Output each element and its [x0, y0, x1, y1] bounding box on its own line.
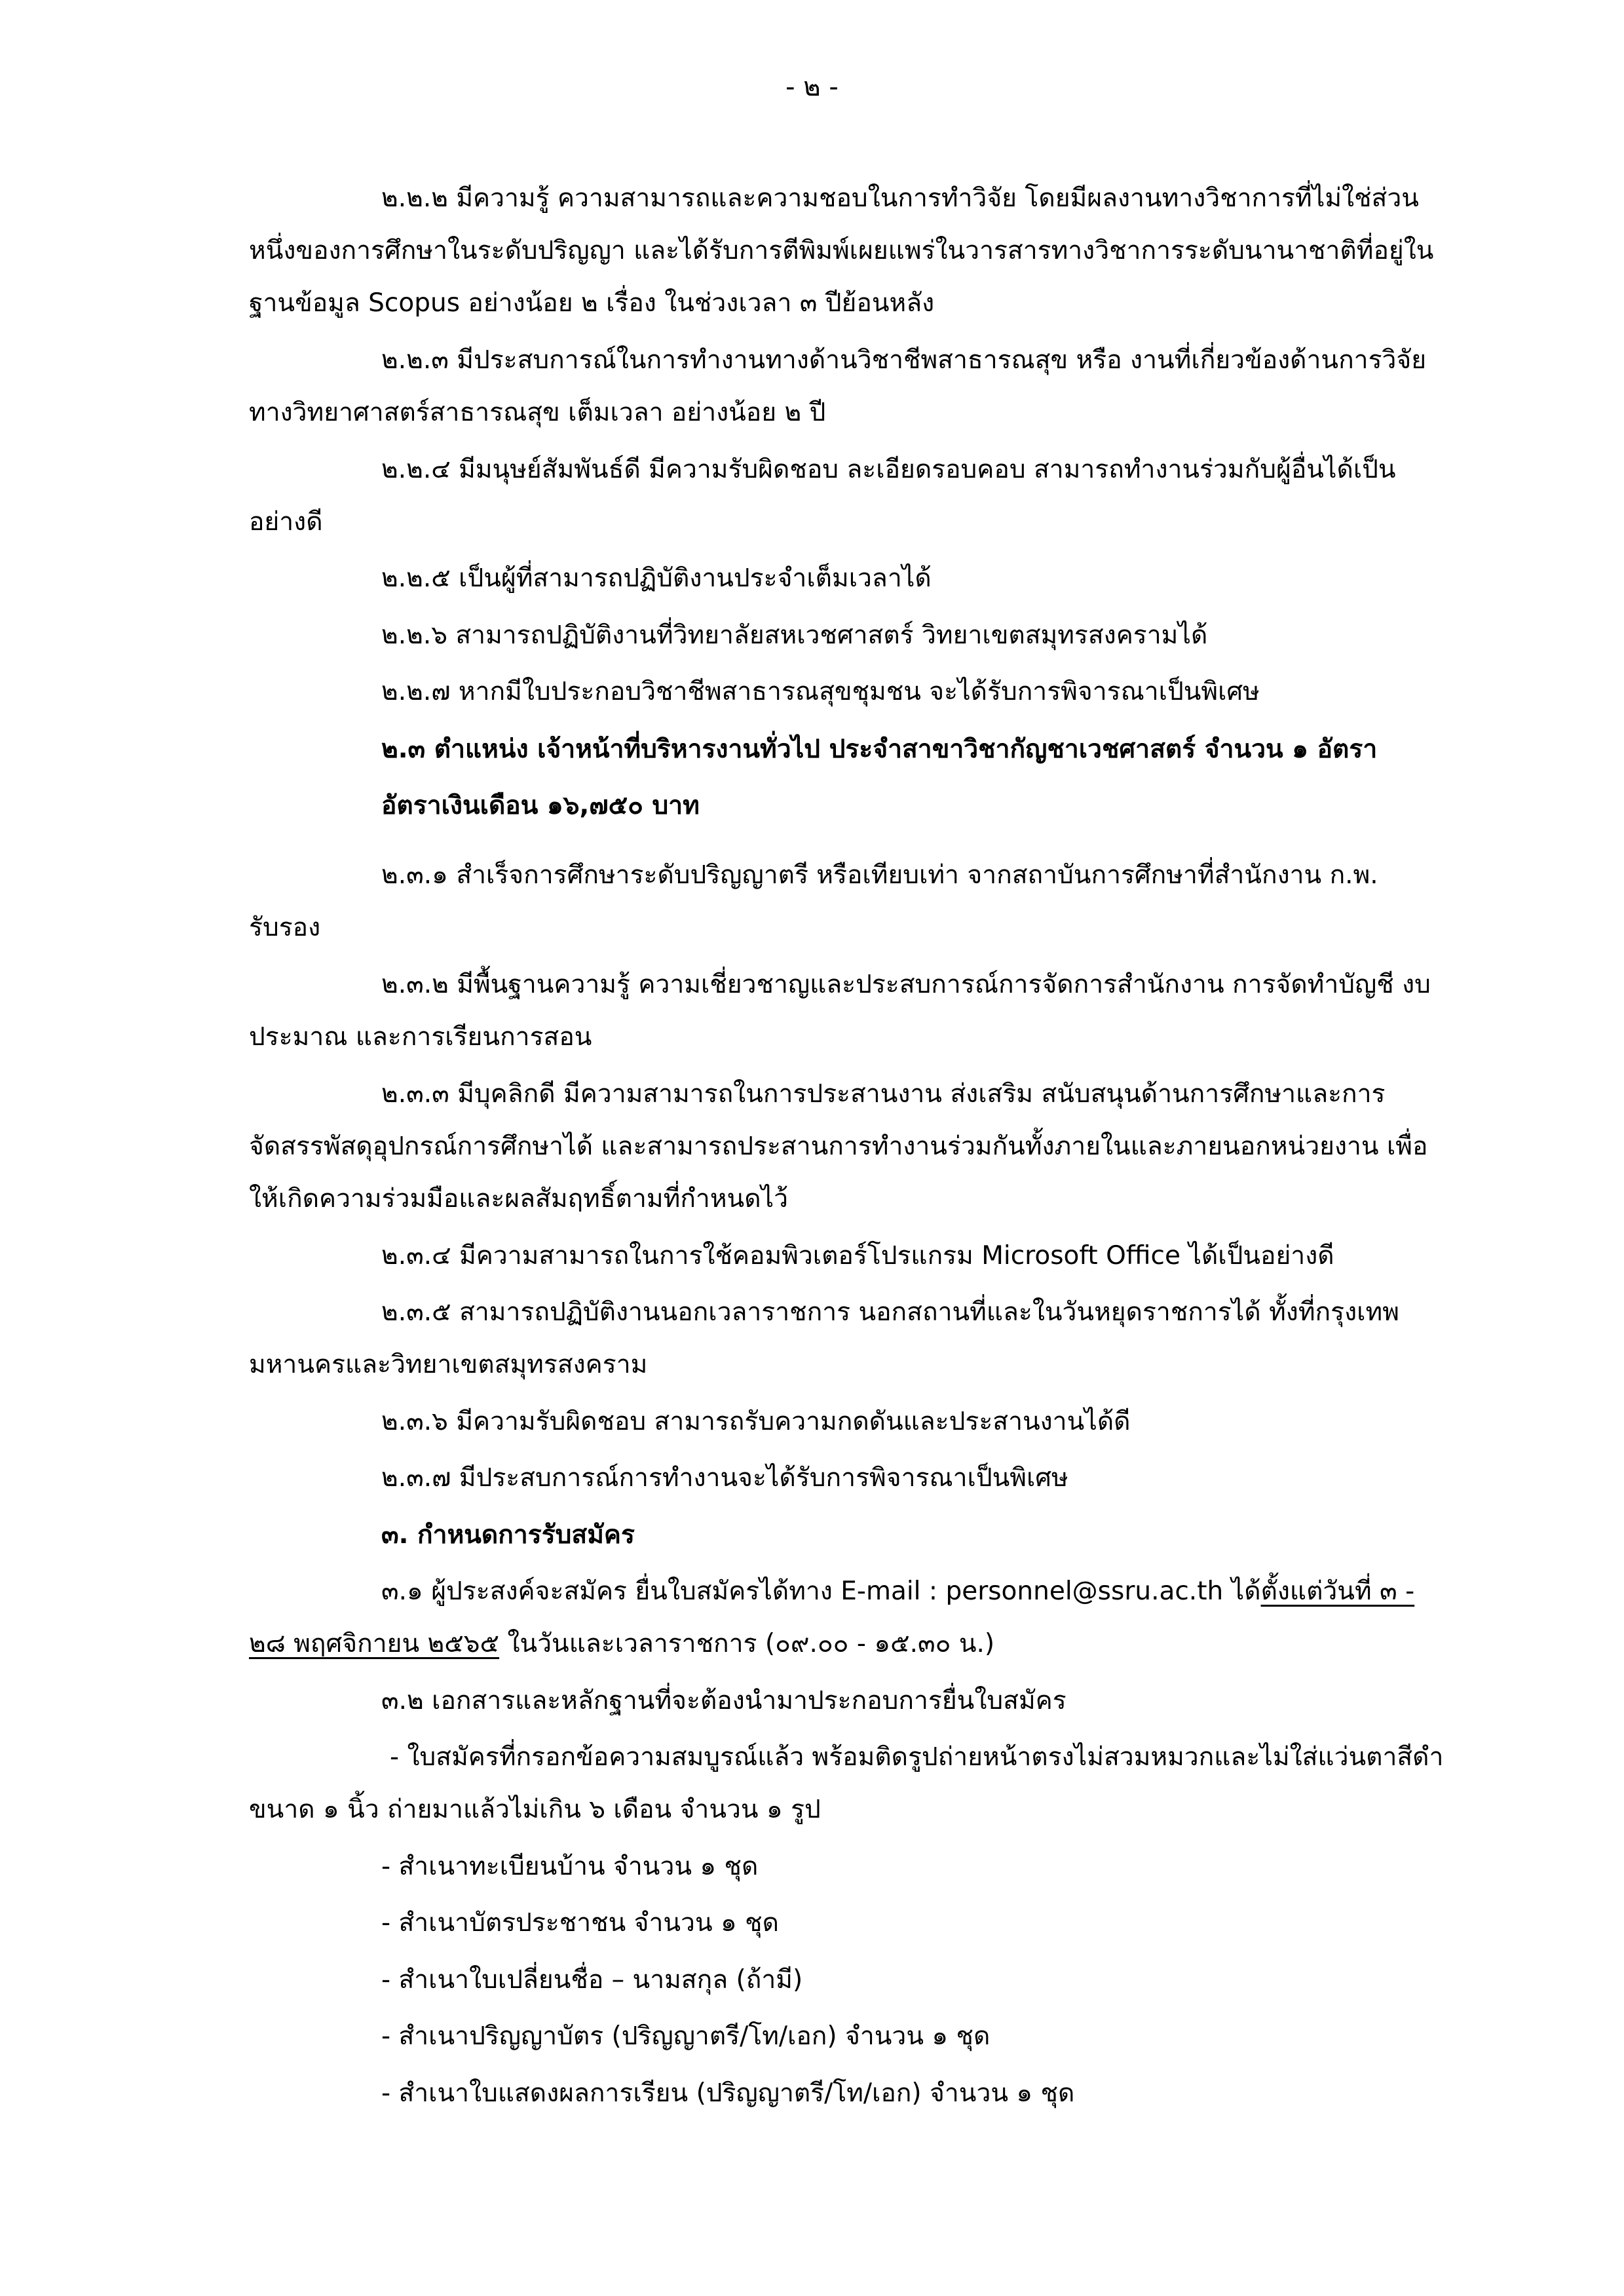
item-2-2-4-line1: ๒.๒.๔ มีมนุษย์สัมพันธ์ดี มีความรับผิดชอบ ละเอียดรอบคอบ สามารถทำงานร่วมกับผู้อื่นได้เป็น [381, 455, 1396, 484]
item-2-3-2-line1: ๒.๓.๒ มีพื้นฐานความรู้ ความเชี่ยวชาญและประสบการณ์การจัดการสำนักงาน การจัดทำบัญชี งบ [381, 970, 1431, 999]
item-2-3-4: ๒.๓.๔ มีความสามารถในการใช้คอมพิวเตอร์โปรแกรม Microsoft Office ได้เป็นอย่างดี [381, 1241, 1334, 1271]
item-2-3-3-line3: ให้เกิดความร่วมมือและผลสัมฤทธิ์ตามที่กำหนดไว้ [249, 1184, 789, 1214]
item-2-3-7: ๒.๓.๗ มีประสบการณ์การทำงานจะได้รับการพิจารณาเป็นพิเศษ [381, 1463, 1068, 1493]
heading-2-3-line2: อัตราเงินเดือน ๑๖,๗๕๐ บาท [381, 791, 700, 820]
item-2-3-3-line1: ๒.๓.๓ มีบุคลิกดี มีความสามารถในการประสานงาน ส่งเสริม สนับสนุนด้านการศึกษาและการ [381, 1079, 1386, 1109]
doc-item-application-line2: ขนาด ๑ นิ้ว ถ่ายมาแล้วไม่เกิน ๖ เดือน จำนวน ๑ รูป [249, 1795, 821, 1824]
item-2-2-4-line2: อย่างดี [249, 507, 323, 537]
doc-item-transcript: - สำเนาใบแสดงผลการเรียน (ปริญญาตรี/โท/เอก) จำนวน ๑ ชุด [381, 2078, 1075, 2108]
office-hours: ในวันและเวลาราชการ (๐๙.๐๐ - ๑๕.๓๐ น.) [499, 1629, 995, 1658]
item-2-2-2-line3: ฐานข้อมูล Scopus อย่างน้อย ๒ เรื่อง ในช่วงเวลา ๓ ปีย้อนหลัง [249, 288, 935, 318]
item-2-3-2-line2: ประมาณ และการเรียนการสอน [249, 1022, 592, 1052]
item-2-2-5: ๒.๒.๕ เป็นผู้ที่สามารถปฏิบัติงานประจำเต็มเวลาได้ [381, 564, 932, 593]
heading-3: ๓. กำหนดการรับสมัคร [381, 1520, 635, 1550]
item-2-2-2-line2: หนึ่งของการศึกษาในระดับปริญญา และได้รับการตีพิมพ์เผยแพร่ในวารสารทางวิชาการระดับนานาชาติที่อยู่ใน [249, 236, 1434, 265]
item-3-1-line2 [249, 1631, 994, 1656]
item-2-2-3-line2: ทางวิทยาศาสตร์สาธารณสุข เต็มเวลา อย่างน้อย ๒ ปี [249, 398, 826, 427]
item-2-3-1-line1: ๒.๓.๑ สำเร็จการศึกษาระดับปริญญาตรี หรือเทียบเท่า จากสถาบันการศึกษาที่สำนักงาน ก.พ. [381, 860, 1378, 890]
item-2-2-2-line1: ๒.๒.๒ มีความรู้ ความสามารถและความชอบในการทำวิจัย โดยมีผลงานทางวิชาการที่ไม่ใช่ส่วน [381, 183, 1419, 213]
doc-item-house-registration: - สำเนาทะเบียนบ้าน จำนวน ๑ ชุด [381, 1852, 759, 1881]
item-3-1-text: ๓.๑ ผู้ประสงค์จะสมัคร ยื่นใบสมัครได้ทาง E-mail : personnel@ssru.ac.th ได้ [381, 1577, 1261, 1606]
page-number: - ๒ - [785, 72, 839, 102]
item-3-1-line1 [381, 1578, 1414, 1604]
doc-item-degree: - สำเนาปริญญาบัตร (ปริญญาตรี/โท/เอก) จำนวน ๑ ชุด [381, 2021, 991, 2051]
item-2-3-5-line1: ๒.๓.๕ สามารถปฏิบัติงานนอกเวลาราชการ นอกสถานที่และในวันหยุดราชการได้ ทั้งที่กรุงเทพ [381, 1297, 1399, 1327]
heading-2-3-line1: ๒.๓ ตำแหน่ง เจ้าหน้าที่บริหารงานทั่วไป ประจำสาขาวิชากัญชาเวชศาสตร์ จำนวน ๑ อัตรา [381, 735, 1378, 764]
doc-item-name-change: - สำเนาใบเปลี่ยนชื่อ – นามสกุล (ถ้ามี) [381, 1965, 803, 1995]
item-3-2-title: ๓.๒ เอกสารและหลักฐานที่จะต้องนำมาประกอบการยื่นใบสมัคร [381, 1686, 1067, 1715]
item-2-2-6: ๒.๒.๖ สามารถปฏิบัติงานที่วิทยาลัยสหเวชศาสตร์ วิทยาเขตสมุทรสงครามได้ [381, 621, 1208, 650]
doc-item-application-line1: - ใบสมัครที่กรอกข้อความสมบูรณ์แล้ว พร้อมติดรูปถ่ายหน้าตรงไม่สวมหมวกและไม่ใส่แว่นตาสีดำ [390, 1742, 1444, 1772]
doc-item-id-card: - สำเนาบัตรประชาชน จำนวน ๑ ชุด [381, 1908, 779, 1938]
item-2-3-6: ๒.๓.๖ มีความรับผิดชอบ สามารถรับความกดดันและประสานงานได้ดี [381, 1407, 1131, 1436]
item-2-2-3-line1: ๒.๒.๓ มีประสบการณ์ในการทำงานทางด้านวิชาชีพสาธารณสุข หรือ งานที่เกี่ยวข้องด้านการวิจัย [381, 345, 1427, 375]
item-2-3-3-line2: จัดสรรพัสดุอุปกรณ์การศึกษาได้ และสามารถประสานการทำงานร่วมกันทั้งภายในและภายนอกหน่วยงาน เพื่อ [249, 1132, 1428, 1161]
item-2-3-5-line2: มหานครและวิทยาเขตสมุทรสงคราม [249, 1350, 648, 1379]
application-end-date: ๒๘ พฤศจิกายน ๒๕๖๕ [249, 1629, 500, 1658]
application-start-date: ตั้งแต่วันที่ ๓ - [1260, 1577, 1415, 1606]
item-2-2-7: ๒.๒.๗ หากมีใบประกอบวิชาชีพสาธารณสุขชุมชน จะได้รับการพิจารณาเป็นพิเศษ [381, 677, 1260, 706]
item-2-3-1-line2: รับรอง [249, 913, 321, 942]
